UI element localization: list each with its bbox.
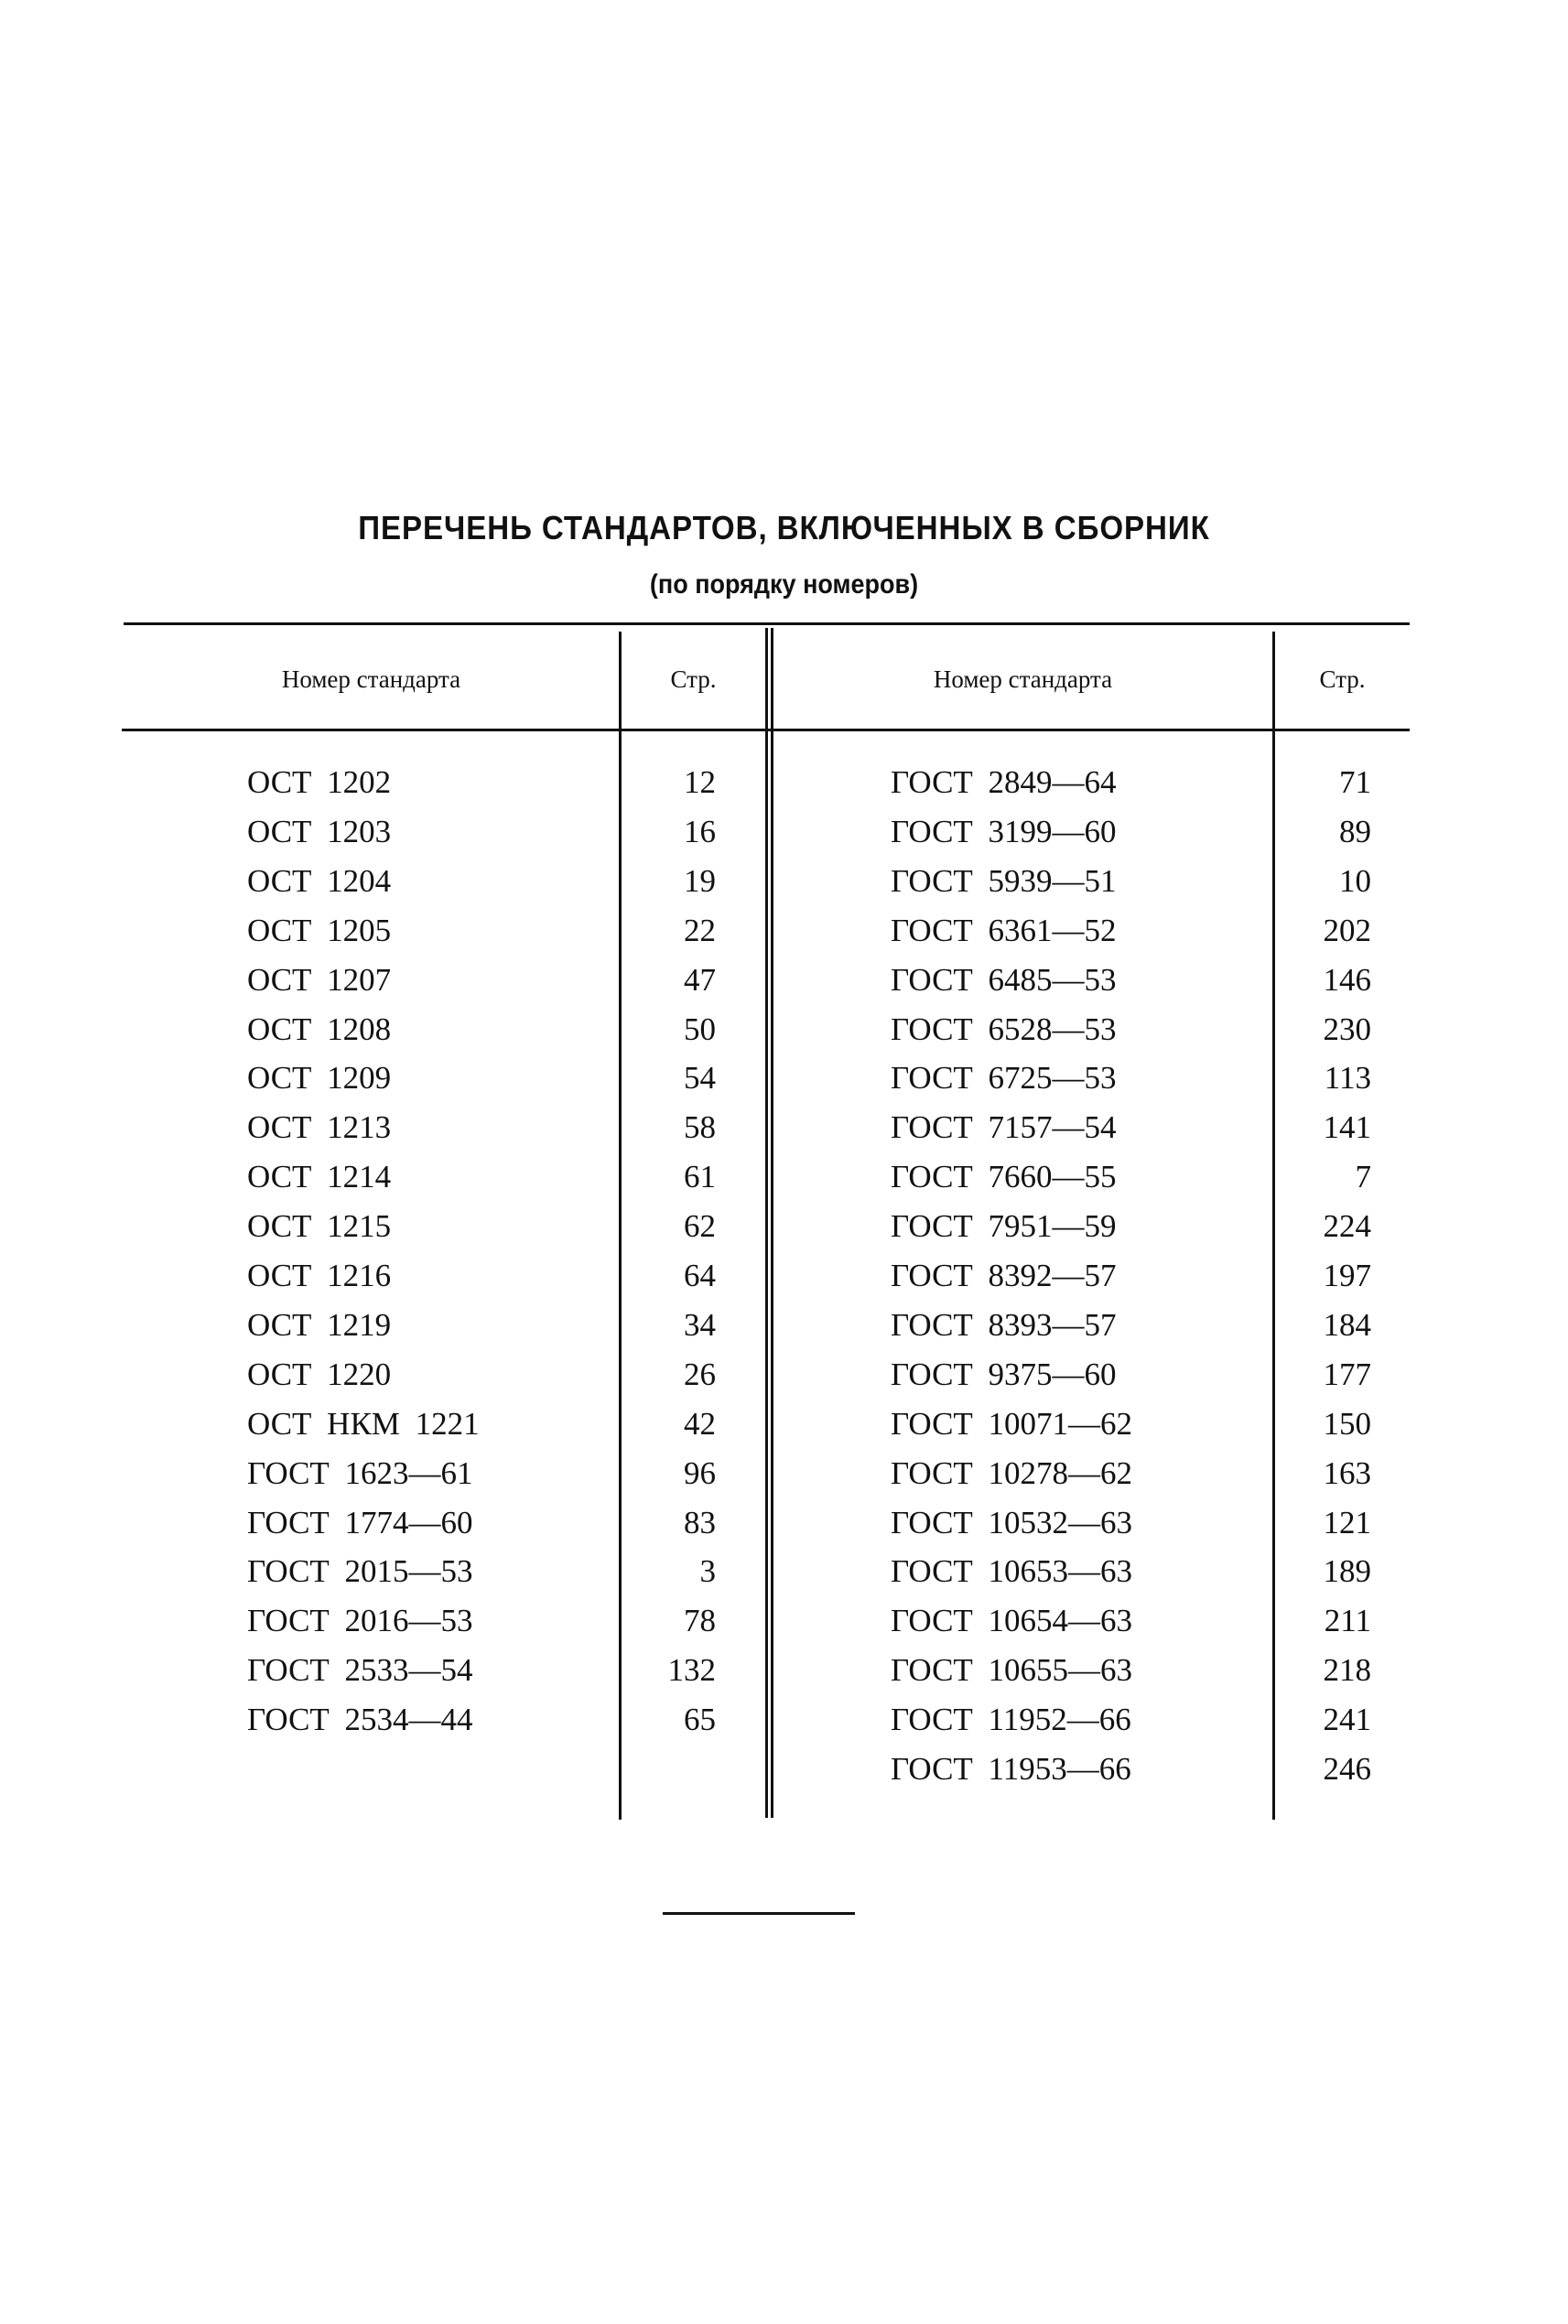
table-row-left-number: ОСТ 1207: [247, 962, 392, 998]
table-row-right-page: 202: [1323, 913, 1371, 948]
table-row-right-page: 141: [1323, 1109, 1371, 1145]
table-row-left-page: 62: [684, 1208, 716, 1244]
table-row-right-page: 89: [1339, 814, 1371, 849]
table-row-left-page: 96: [684, 1455, 716, 1491]
table-row-right-page: 113: [1324, 1060, 1371, 1096]
column-divider-center-a: [765, 628, 768, 1818]
table-top-rule: [124, 622, 1410, 625]
table-row-right-number: ГОСТ 10532—63: [891, 1505, 1133, 1540]
table-row-right-number: ГОСТ 3199—60: [891, 814, 1117, 849]
table-row-right-number: ГОСТ 6528—53: [891, 1011, 1117, 1047]
table-row-right-number: ГОСТ 7660—55: [891, 1159, 1117, 1194]
table-row-right-number: ГОСТ 10654—63: [891, 1603, 1133, 1638]
table-row-right-page: 10: [1339, 863, 1371, 899]
table-row-right-number: ГОСТ 10653—63: [891, 1553, 1133, 1589]
table-row-right-page: 230: [1323, 1011, 1371, 1047]
table-row-right-page: 184: [1323, 1307, 1371, 1343]
table-row-left-page: 83: [684, 1505, 716, 1540]
table-row-left-number: ОСТ 1220: [247, 1357, 392, 1392]
table-row-left-page: 12: [684, 764, 716, 800]
table-row-left-number: ОСТ 1203: [247, 814, 392, 849]
table-row-left-number: ГОСТ 2534—44: [247, 1702, 473, 1737]
table-row-left-number: ГОСТ 1623—61: [247, 1455, 473, 1491]
table-row-left-page: 3: [699, 1553, 716, 1589]
header-right-page: Стр.: [1319, 665, 1366, 693]
table-row-right-number: ГОСТ 11953—66: [891, 1751, 1131, 1787]
table-row-left-page: 54: [684, 1060, 716, 1096]
table-row-left-number: ОСТ 1219: [247, 1307, 392, 1343]
table-row-left-page: 132: [667, 1652, 716, 1688]
table-row-left-page: 34: [684, 1307, 716, 1343]
table-row-left-number: ОСТ 1208: [247, 1011, 392, 1047]
table-row-left-number: ГОСТ 1774—60: [247, 1505, 473, 1540]
table-row-right-number: ГОСТ 7157—54: [891, 1109, 1117, 1145]
table-row-right-page: 71: [1339, 764, 1371, 800]
table-row-right-page: 146: [1323, 962, 1371, 998]
table-row-left-page: 65: [684, 1702, 716, 1737]
page-title: ПЕРЕЧЕНЬ СТАНДАРТОВ, ВКЛЮЧЕННЫХ В СБОРНИК: [358, 509, 1210, 546]
table-row-right-number: ГОСТ 6361—52: [891, 913, 1117, 948]
table-row-right-page: 189: [1323, 1553, 1371, 1589]
table-row-left-page: 61: [684, 1159, 716, 1194]
header-right-number: Номер стандарта: [933, 665, 1113, 693]
table-row-left-page: 26: [684, 1357, 716, 1392]
table-row-right-number: ГОСТ 5939—51: [891, 863, 1117, 899]
table-row-left-number: ОСТ 1215: [247, 1208, 392, 1244]
table-row-right-page: 241: [1323, 1702, 1371, 1737]
table-row-right-page: 197: [1323, 1258, 1371, 1293]
table-row-right-page: 150: [1323, 1406, 1371, 1442]
table-row-right-page: 218: [1323, 1652, 1371, 1688]
closing-rule: [663, 1912, 855, 1915]
table-row-left-number: ГОСТ 2015—53: [247, 1553, 473, 1589]
table-row-right-number: ГОСТ 2849—64: [891, 764, 1117, 800]
table-row-left-number: ОСТ 1204: [247, 863, 392, 899]
table-row-left-number: ОСТ 1205: [247, 913, 392, 948]
table-row-right-number: ГОСТ 6725—53: [891, 1060, 1117, 1096]
table-row-right-page: 7: [1355, 1159, 1371, 1194]
table-row-left-page: 22: [684, 913, 716, 948]
table-row-right-number: ГОСТ 11952—66: [891, 1702, 1131, 1737]
column-divider-right: [1272, 632, 1275, 1820]
table-row-left-number: ОСТ 1213: [247, 1109, 392, 1145]
table-row-left-page: 16: [684, 814, 716, 849]
table-row-right-page: 211: [1324, 1603, 1371, 1638]
table-row-right-number: ГОСТ 6485—53: [891, 962, 1117, 998]
table-row-left-number: ОСТ 1216: [247, 1258, 392, 1293]
table-row-left-page: 42: [684, 1406, 716, 1442]
header-left-number: Номер стандарта: [281, 665, 461, 693]
table-row-right-page: 224: [1323, 1208, 1371, 1244]
table-row-left-number: ОСТ 1202: [247, 764, 392, 800]
table-row-right-number: ГОСТ 8392—57: [891, 1258, 1117, 1293]
table-row-left-page: 50: [684, 1011, 716, 1047]
table-row-right-page: 177: [1323, 1357, 1371, 1392]
table-row-right-number: ГОСТ 10071—62: [891, 1406, 1133, 1442]
table-row-right-number: ГОСТ 8393—57: [891, 1307, 1117, 1343]
table-row-left-page: 47: [684, 962, 716, 998]
column-divider-center-b: [771, 628, 773, 1818]
page-subtitle: (по порядку номеров): [649, 569, 919, 600]
table-row-right-number: ГОСТ 10278—62: [891, 1455, 1133, 1491]
table-row-left-number: ОСТ 1209: [247, 1060, 392, 1096]
table-row-left-page: 58: [684, 1109, 716, 1145]
table-row-right-number: ГОСТ 9375—60: [891, 1357, 1117, 1392]
table-row-right-page: 246: [1323, 1751, 1371, 1787]
table-row-right-number: ГОСТ 10655—63: [891, 1652, 1133, 1688]
table-row-left-page: 78: [684, 1603, 716, 1638]
table-row-left-number: ГОСТ 2016—53: [247, 1603, 473, 1638]
table-row-right-number: ГОСТ 7951—59: [891, 1208, 1117, 1244]
table-row-left-page: 19: [684, 863, 716, 899]
table-row-right-page: 163: [1323, 1455, 1371, 1491]
table-row-left-number: ОСТ НКМ 1221: [247, 1406, 480, 1442]
table-row-left-number: ГОСТ 2533—54: [247, 1652, 473, 1688]
column-divider-left: [619, 632, 622, 1820]
table-row-left-page: 64: [684, 1258, 716, 1293]
header-left-page: Стр.: [670, 665, 717, 693]
table-row-left-number: ОСТ 1214: [247, 1159, 392, 1194]
table-row-right-page: 121: [1323, 1505, 1371, 1540]
